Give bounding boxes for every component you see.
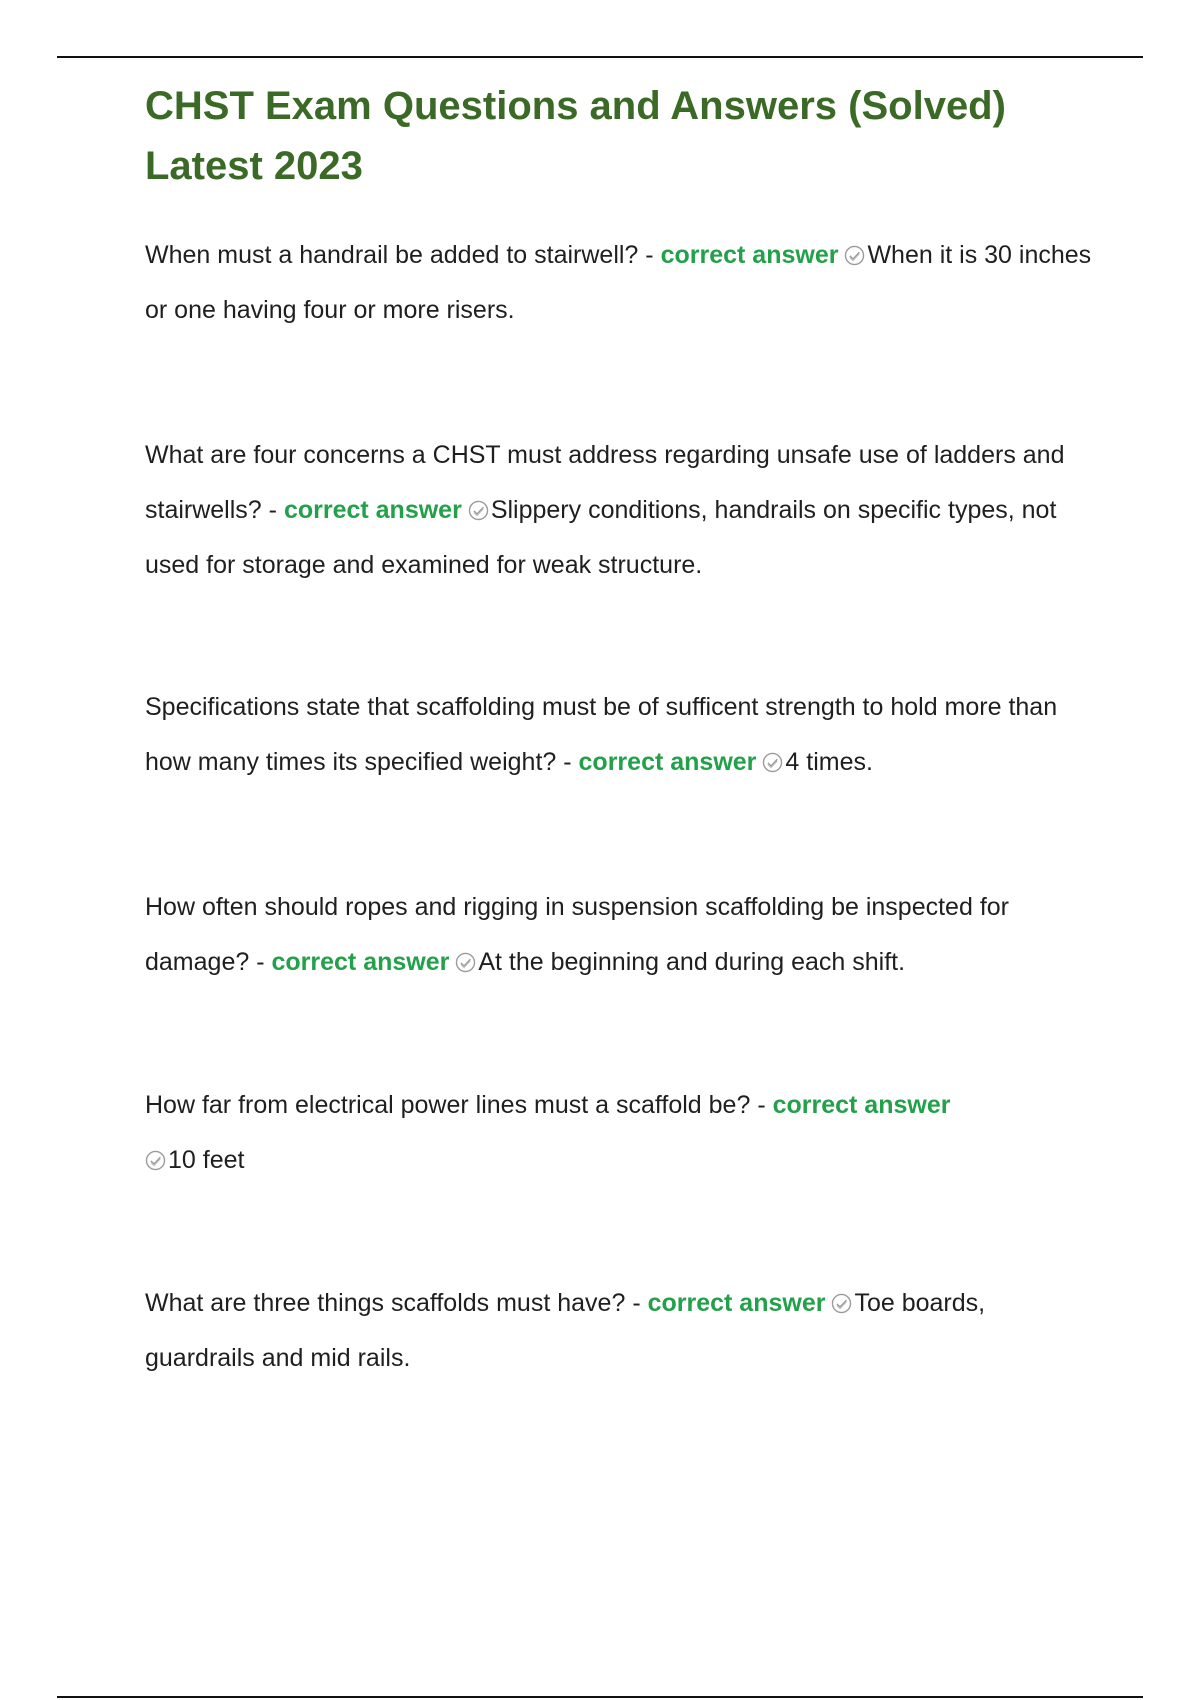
qa-item-4 bbox=[145, 880, 1095, 990]
correct-answer-label: correct answer bbox=[283, 496, 462, 524]
correct-answer-label: correct answer bbox=[647, 1289, 826, 1317]
separator: - bbox=[256, 948, 265, 976]
question-text: What are three things scaffolds must have? bbox=[145, 1289, 626, 1317]
correct-answer-label: correct answer bbox=[660, 241, 839, 269]
qa-item-2 bbox=[145, 428, 1095, 593]
separator: - bbox=[268, 496, 277, 524]
check-circle-icon bbox=[831, 1293, 852, 1314]
separator: - bbox=[563, 748, 572, 776]
separator: - bbox=[757, 1091, 766, 1119]
bottom-rule bbox=[57, 1696, 1143, 1698]
check-circle-icon bbox=[455, 952, 476, 973]
qa-item-1 bbox=[145, 228, 1095, 338]
page-title: CHST Exam Questions and Answers (Solved) Latest 2023 bbox=[145, 84, 1006, 188]
separator: - bbox=[632, 1289, 641, 1317]
answer-text: 10 feet bbox=[168, 1146, 245, 1174]
answer-text: Slippery conditions, handrails on specific types, not used for storage and examined for weak structure. bbox=[145, 496, 1057, 579]
check-circle-icon bbox=[468, 500, 489, 521]
check-circle-icon bbox=[762, 752, 783, 773]
correct-answer-label: correct answer bbox=[772, 1091, 951, 1119]
top-rule bbox=[57, 56, 1143, 58]
answer-text: Toe boards, guardrails and mid rails. bbox=[145, 1289, 986, 1372]
answer-text: When it is 30 inches or one having four or more risers. bbox=[145, 241, 1092, 324]
question-text: How often should ropes and rigging in suspension scaffolding be inspected for damage? bbox=[145, 893, 1009, 976]
check-circle-icon bbox=[145, 1150, 166, 1171]
qa-item-6 bbox=[145, 1276, 1095, 1386]
answer-text: At the beginning and during each shift. bbox=[478, 948, 906, 976]
qa-item-5 bbox=[145, 1078, 1095, 1188]
question-text: Specifications state that scaffolding must be of sufficent strength to hold more than how many times its specified weight? bbox=[145, 693, 1058, 776]
check-circle-icon bbox=[844, 245, 865, 266]
answer-text: 4 times. bbox=[785, 748, 873, 776]
correct-answer-label: correct answer bbox=[578, 748, 757, 776]
question-text: What are four concerns a CHST must address regarding unsafe use of ladders and stairwells? bbox=[145, 441, 1065, 524]
correct-answer-label: correct answer bbox=[271, 948, 450, 976]
question-text: How far from electrical power lines must a scaffold be? bbox=[145, 1091, 751, 1119]
separator: - bbox=[645, 241, 654, 269]
question-text: When must a handrail be added to stairwell? bbox=[145, 241, 639, 269]
qa-item-3 bbox=[145, 680, 1095, 790]
